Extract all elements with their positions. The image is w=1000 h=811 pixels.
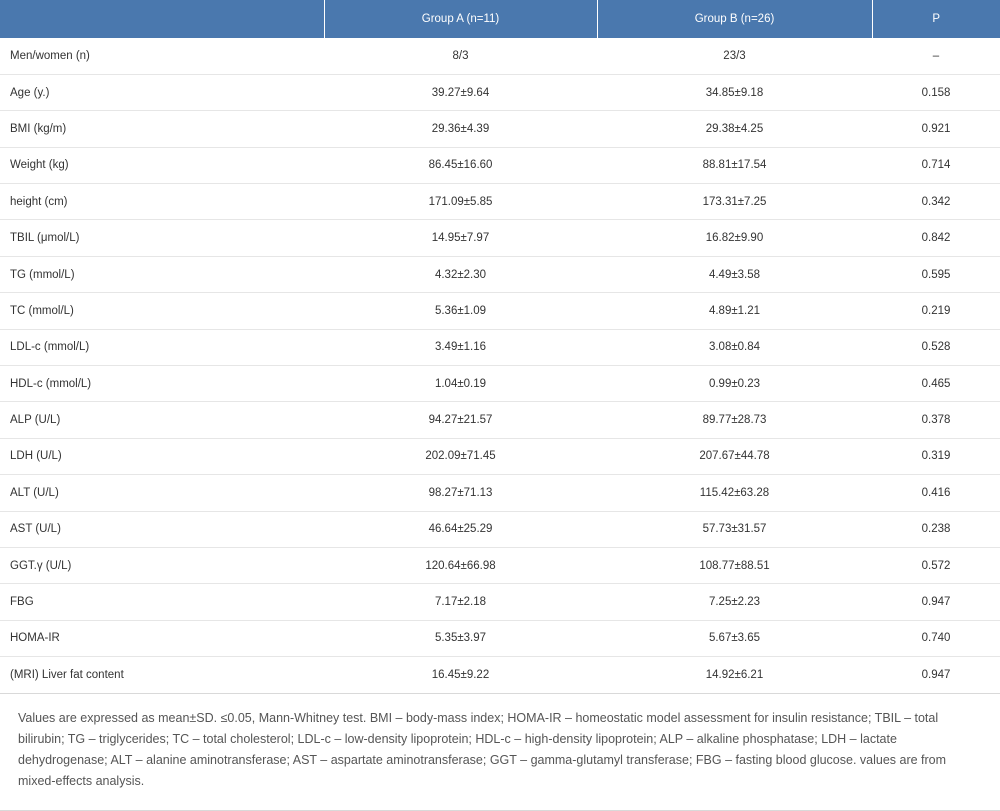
group-a-value: 39.27±9.64 bbox=[324, 74, 597, 110]
p-value: 0.842 bbox=[872, 220, 1000, 256]
row-label: Men/women (n) bbox=[0, 38, 324, 74]
p-value: 0.714 bbox=[872, 147, 1000, 183]
row-label: height (cm) bbox=[0, 184, 324, 220]
group-a-value: 16.45±9.22 bbox=[431, 669, 490, 682]
p-value: 0.595 bbox=[872, 256, 1000, 292]
group-b-value: 34.85±9.18 bbox=[597, 74, 872, 110]
row-label: LDH (U/L) bbox=[0, 438, 324, 474]
table-row bbox=[0, 329, 1000, 365]
table-row bbox=[0, 620, 1000, 656]
row-label: ALT (U/L) bbox=[0, 475, 324, 511]
group-a-value: 46.64±25.29 bbox=[324, 511, 597, 547]
p-value: 0.528 bbox=[872, 329, 1000, 365]
group-b-value: 88.81±17.54 bbox=[597, 147, 872, 183]
group-a-value: 29.36±4.39 bbox=[324, 111, 597, 147]
table-row bbox=[0, 220, 1000, 256]
table-row bbox=[0, 184, 1000, 220]
group-b-value: 29.38±4.25 bbox=[597, 111, 872, 147]
group-b-value: 173.31±7.25 bbox=[597, 184, 872, 220]
p-value: 0.416 bbox=[872, 475, 1000, 511]
table-row bbox=[0, 511, 1000, 547]
group-a-value: 98.27±71.13 bbox=[324, 475, 597, 511]
group-a-value: 3.49±1.16 bbox=[324, 329, 597, 365]
group-b-value: 0.99±0.23 bbox=[597, 366, 872, 402]
group-a-value: 14.95±7.97 bbox=[324, 220, 597, 256]
group-a-value: 7.17±2.18 bbox=[324, 584, 597, 620]
p-value: 0.158 bbox=[872, 74, 1000, 110]
group-b-value: 14.92±6.21 bbox=[705, 669, 764, 682]
row-label: TG (mmol/L) bbox=[0, 256, 324, 292]
row-label: TC (mmol/L) bbox=[0, 293, 324, 329]
group-b-value: 5.67±3.65 bbox=[597, 620, 872, 656]
table-row bbox=[0, 402, 1000, 438]
group-a-value: 171.09±5.85 bbox=[324, 184, 597, 220]
row-label: BMI (kg/m) bbox=[0, 111, 324, 147]
group-b-value: 207.67±44.78 bbox=[597, 438, 872, 474]
row-label: (MRI) Liver fat content bbox=[10, 669, 124, 682]
table-body bbox=[0, 38, 1000, 693]
p-value: 0.219 bbox=[872, 293, 1000, 329]
table-row bbox=[0, 256, 1000, 292]
p-value: 0.378 bbox=[872, 402, 1000, 438]
group-a-value: 8/3 bbox=[324, 38, 597, 74]
group-b-value: 7.25±2.23 bbox=[597, 584, 872, 620]
header-p-value: P bbox=[872, 0, 1000, 38]
group-b-value: 4.89±1.21 bbox=[597, 293, 872, 329]
table-header-row bbox=[0, 0, 1000, 38]
p-value: 0.465 bbox=[872, 366, 1000, 402]
group-a-value: 94.27±21.57 bbox=[324, 402, 597, 438]
group-a-value: 202.09±71.45 bbox=[324, 438, 597, 474]
row-label: TBIL (μmol/L) bbox=[0, 220, 324, 256]
table-footnote: Values are expressed as mean±SD. ≤0.05, Mann-Whitney test. BMI – body-mass index; HOMA-IR – homeostatic model assessment for insulin resistance; TBIL – total bilirubin; TG – triglycerides; TC – total cholesterol; LDL-c – low-density lipoprotein; HDL-c – high-density lipoprotein; ALP – alkaline phosphatase; LDH – lactate dehydrogenase; ALT – alanine aminotransferase; AST – aspartate aminotransferase; GGT – gamma-glutamyl transferase; FBG – fasting blood glucose. values are from mixed-effects analysis. bbox=[0, 693, 1000, 811]
group-a-value: 86.45±16.60 bbox=[324, 147, 597, 183]
group-b-value: 57.73±31.57 bbox=[597, 511, 872, 547]
table-row bbox=[0, 111, 1000, 147]
p-value: – bbox=[872, 38, 1000, 74]
table-row bbox=[0, 366, 1000, 402]
group-b-value: 4.49±3.58 bbox=[597, 256, 872, 292]
p-value: 0.238 bbox=[872, 511, 1000, 547]
p-value: 0.740 bbox=[872, 620, 1000, 656]
table-row bbox=[0, 293, 1000, 329]
group-a-value: 1.04±0.19 bbox=[324, 366, 597, 402]
group-a-value: 5.36±1.09 bbox=[324, 293, 597, 329]
group-b-value: 89.77±28.73 bbox=[597, 402, 872, 438]
row-label: Weight (kg) bbox=[0, 147, 324, 183]
header-group-b: Group B (n=26) bbox=[597, 0, 872, 38]
row-label: Age (y.) bbox=[0, 74, 324, 110]
group-a-value: 5.35±3.97 bbox=[324, 620, 597, 656]
header-group-a: Group A (n=11) bbox=[324, 0, 597, 38]
table-row bbox=[0, 657, 1000, 693]
p-value: 0.947 bbox=[921, 669, 951, 682]
row-label: AST (U/L) bbox=[0, 511, 324, 547]
group-b-value: 115.42±63.28 bbox=[597, 475, 872, 511]
table-row bbox=[0, 147, 1000, 183]
row-label: HDL-c (mmol/L) bbox=[0, 366, 324, 402]
p-value: 0.319 bbox=[872, 438, 1000, 474]
group-a-value: 120.64±66.98 bbox=[324, 547, 597, 583]
table-row bbox=[0, 438, 1000, 474]
group-a-value: 4.32±2.30 bbox=[324, 256, 597, 292]
row-label: ALP (U/L) bbox=[0, 402, 324, 438]
header-variable bbox=[0, 0, 324, 38]
table-row bbox=[0, 547, 1000, 583]
row-label: GGT.γ (U/L) bbox=[0, 547, 324, 583]
row-label: LDL-c (mmol/L) bbox=[0, 329, 324, 365]
group-b-value: 16.82±9.90 bbox=[597, 220, 872, 256]
table-row bbox=[0, 475, 1000, 511]
table-row bbox=[0, 584, 1000, 620]
group-b-value: 108.77±88.51 bbox=[597, 547, 872, 583]
p-value: 0.342 bbox=[872, 184, 1000, 220]
table-row bbox=[0, 74, 1000, 110]
p-value: 0.921 bbox=[872, 111, 1000, 147]
group-b-value: 23/3 bbox=[597, 38, 872, 74]
table-row bbox=[0, 38, 1000, 74]
p-value: 0.572 bbox=[872, 547, 1000, 583]
row-label: HOMA-IR bbox=[0, 620, 324, 656]
row-label: FBG bbox=[0, 584, 324, 620]
group-b-value: 3.08±0.84 bbox=[597, 329, 872, 365]
p-value: 0.947 bbox=[872, 584, 1000, 620]
